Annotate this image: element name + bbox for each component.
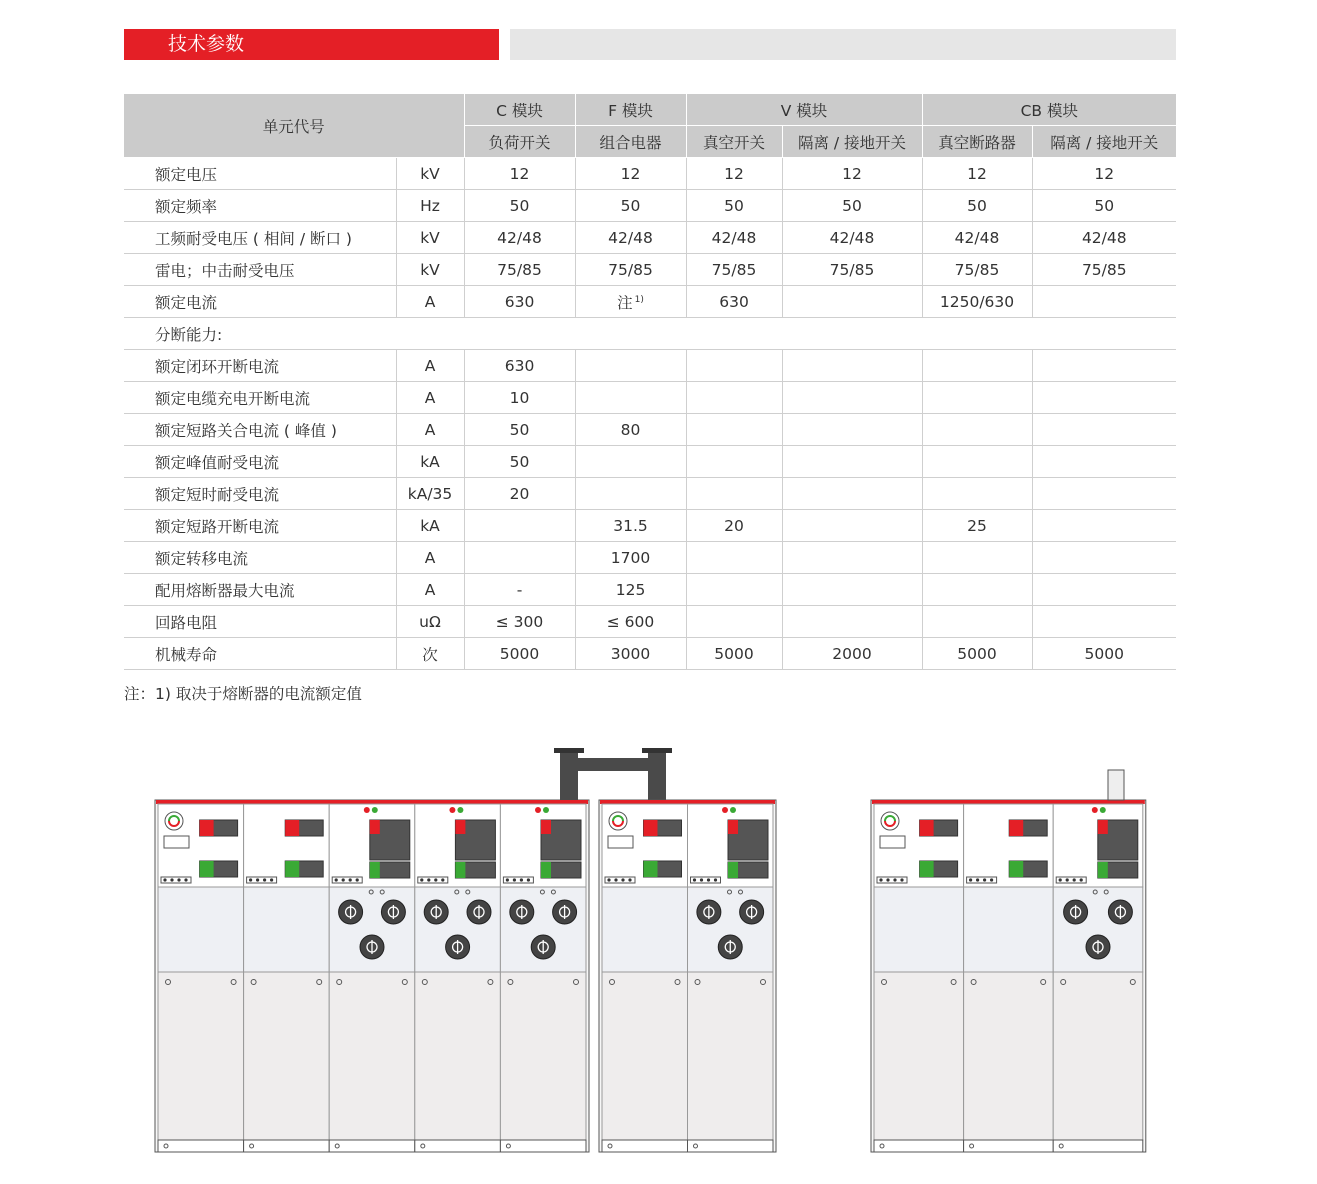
cell-value: 50 bbox=[620, 196, 641, 215]
header-subcolumn: 真空开关 bbox=[686, 126, 782, 158]
table-cell bbox=[922, 382, 1032, 414]
row-label: 机械寿命 bbox=[124, 638, 396, 670]
table-row bbox=[124, 446, 1176, 478]
cell-value: 50 bbox=[509, 196, 530, 215]
table-cell bbox=[686, 542, 782, 574]
cell-value: 75/85 bbox=[1081, 260, 1127, 279]
cell-value: 31.5 bbox=[613, 516, 648, 535]
row-unit: A bbox=[396, 382, 464, 414]
row-unit: A bbox=[396, 286, 464, 318]
table-cell bbox=[1032, 190, 1176, 222]
header-subcolumn: 隔离 / 接地开关 bbox=[782, 126, 922, 158]
top-red-strip bbox=[600, 800, 775, 804]
table-cell bbox=[575, 542, 686, 574]
table-cell bbox=[575, 350, 686, 382]
cell-value: 42/48 bbox=[1081, 228, 1127, 247]
cell-value: 42/48 bbox=[954, 228, 1000, 247]
cell-value: 5000 bbox=[499, 644, 540, 663]
table-cell bbox=[464, 446, 575, 478]
row-label: 雷电；中击耐受电压 bbox=[124, 254, 396, 286]
table-cell bbox=[575, 446, 686, 478]
table-cell bbox=[782, 478, 922, 510]
row-unit: kA bbox=[396, 446, 464, 478]
table-cell bbox=[1032, 158, 1176, 190]
cell-value: 630 bbox=[504, 356, 535, 375]
table-cell bbox=[782, 542, 922, 574]
cell-value: 20 bbox=[509, 484, 530, 503]
table-cell bbox=[686, 638, 782, 670]
table-row bbox=[124, 542, 1176, 574]
table-cell bbox=[686, 190, 782, 222]
table-cell bbox=[575, 606, 686, 638]
left-cabinet-group bbox=[155, 748, 672, 1152]
row-unit: 次 bbox=[396, 638, 464, 670]
table-cell bbox=[1032, 414, 1176, 446]
cell-value: 注 bbox=[617, 293, 633, 312]
table-cell bbox=[575, 414, 686, 446]
cell-value: 5000 bbox=[714, 644, 754, 663]
table-cell bbox=[575, 286, 686, 318]
cell-value: 75/85 bbox=[954, 260, 1000, 279]
cell-value: 1700 bbox=[610, 548, 651, 567]
table-cell bbox=[464, 190, 575, 222]
cell-value: 3000 bbox=[610, 644, 651, 663]
table-cell bbox=[575, 222, 686, 254]
row-unit: kV bbox=[396, 158, 464, 190]
table-cell bbox=[922, 414, 1032, 446]
table-row bbox=[124, 318, 1176, 350]
table-row bbox=[124, 638, 1176, 670]
header-group: F 模块 bbox=[575, 94, 686, 126]
header-group: CB 模块 bbox=[922, 94, 1176, 126]
table-cell bbox=[782, 446, 922, 478]
cell-value: 75/85 bbox=[497, 260, 542, 279]
table-cell bbox=[782, 286, 922, 318]
table-cell bbox=[782, 606, 922, 638]
cell-value: 42/48 bbox=[608, 228, 653, 247]
cell-value: 50 bbox=[967, 196, 987, 215]
table-cell bbox=[464, 222, 575, 254]
table-cell bbox=[464, 542, 575, 574]
row-unit: Hz bbox=[396, 190, 464, 222]
table-cell bbox=[782, 254, 922, 286]
table-row bbox=[124, 478, 1176, 510]
row-label: 额定短路关合电流 ( 峰值 ) bbox=[124, 414, 396, 446]
cell-value: 12 bbox=[620, 164, 641, 183]
table-cell bbox=[922, 638, 1032, 670]
row-label: 额定电缆充电开断电流 bbox=[124, 382, 396, 414]
footnote-mark: 1) bbox=[634, 294, 644, 305]
row-unit: kA/35 bbox=[396, 478, 464, 510]
right-cabinet-group bbox=[871, 770, 1146, 1152]
cell-value: 75/85 bbox=[711, 260, 757, 279]
table-cell bbox=[686, 222, 782, 254]
table-cell bbox=[782, 222, 922, 254]
table-cell bbox=[575, 510, 686, 542]
table-cell bbox=[922, 222, 1032, 254]
table-cell bbox=[922, 510, 1032, 542]
table-cell bbox=[782, 350, 922, 382]
middle-cabinet-group bbox=[599, 800, 776, 1152]
cell-value: 5000 bbox=[1084, 644, 1124, 663]
busbar-connector bbox=[554, 748, 672, 800]
bushing-icon bbox=[1108, 770, 1124, 800]
top-red-strip bbox=[872, 800, 1145, 804]
header-group: C 模块 bbox=[464, 94, 575, 126]
row-unit: A bbox=[396, 574, 464, 606]
gauge-icon bbox=[609, 812, 627, 830]
row-label: 额定电压 bbox=[124, 158, 396, 190]
table-cell bbox=[464, 158, 575, 190]
table-cell bbox=[575, 254, 686, 286]
cell-value: 50 bbox=[842, 196, 862, 215]
table-row bbox=[124, 286, 1176, 318]
row-label: 额定峰值耐受电流 bbox=[124, 446, 396, 478]
cell-value: 12 bbox=[842, 164, 862, 183]
table-cell bbox=[1032, 350, 1176, 382]
table-cell bbox=[782, 190, 922, 222]
row-label: 额定短路开断电流 bbox=[124, 510, 396, 542]
table-cell bbox=[464, 286, 575, 318]
table-cell bbox=[922, 446, 1032, 478]
row-label: 额定频率 bbox=[124, 190, 396, 222]
table-cell bbox=[1032, 510, 1176, 542]
table-cell bbox=[1032, 574, 1176, 606]
table-cell bbox=[575, 638, 686, 670]
table-cell bbox=[575, 382, 686, 414]
cell-value: 50 bbox=[509, 420, 530, 439]
header-subcolumn: 隔离 / 接地开关 bbox=[1032, 126, 1176, 158]
cell-value: ≤ 300 bbox=[495, 612, 544, 631]
section-title: 技术参数 bbox=[124, 29, 499, 60]
cell-value: 75/85 bbox=[829, 260, 875, 279]
table-cell bbox=[686, 478, 782, 510]
table-cell bbox=[922, 254, 1032, 286]
table-cell bbox=[782, 638, 922, 670]
table-cell bbox=[782, 382, 922, 414]
table-row bbox=[124, 158, 1176, 190]
header-subcolumn: 组合电器 bbox=[575, 126, 686, 158]
table-row bbox=[124, 254, 1176, 286]
table-row bbox=[124, 350, 1176, 382]
table-cell bbox=[686, 606, 782, 638]
table-row bbox=[124, 382, 1176, 414]
table-cell bbox=[922, 286, 1032, 318]
table-cell bbox=[1032, 606, 1176, 638]
cell-value: 630 bbox=[504, 292, 535, 311]
row-unit: A bbox=[396, 350, 464, 382]
table-cell bbox=[686, 350, 782, 382]
cell-value: 12 bbox=[509, 164, 530, 183]
table-cell bbox=[782, 158, 922, 190]
table-cell bbox=[575, 574, 686, 606]
row-label: 分断能力: bbox=[124, 318, 1176, 350]
table-cell bbox=[575, 478, 686, 510]
cell-value: 12 bbox=[1094, 164, 1115, 183]
table-cell bbox=[464, 606, 575, 638]
cell-value: 2000 bbox=[832, 644, 872, 663]
header-unit-code: 单元代号 bbox=[124, 94, 464, 158]
table-cell bbox=[686, 446, 782, 478]
table-cell bbox=[686, 414, 782, 446]
table-cell bbox=[575, 158, 686, 190]
table-cell bbox=[1032, 254, 1176, 286]
top-red-strip bbox=[156, 800, 588, 804]
table-cell bbox=[575, 190, 686, 222]
table-cell bbox=[464, 478, 575, 510]
row-label: 回路电阻 bbox=[124, 606, 396, 638]
table-cell bbox=[464, 638, 575, 670]
title-divider bbox=[510, 29, 1176, 60]
cell-value: 630 bbox=[719, 292, 749, 311]
table-cell bbox=[464, 254, 575, 286]
row-unit: kA bbox=[396, 510, 464, 542]
row-label: 工频耐受电压 ( 相间 / 断口 ) bbox=[124, 222, 396, 254]
table-cell bbox=[686, 254, 782, 286]
cell-value: 42/48 bbox=[711, 228, 757, 247]
row-label: 额定转移电流 bbox=[124, 542, 396, 574]
cell-value: 20 bbox=[724, 516, 744, 535]
table-cell bbox=[464, 574, 575, 606]
cell-value: 12 bbox=[967, 164, 987, 183]
table-row bbox=[124, 574, 1176, 606]
cell-value: 1250/630 bbox=[939, 292, 1015, 311]
table-cell bbox=[1032, 638, 1176, 670]
row-label: 额定电流 bbox=[124, 286, 396, 318]
header-subcolumn: 真空断路器 bbox=[922, 126, 1032, 158]
table-row bbox=[124, 190, 1176, 222]
row-unit: A bbox=[396, 414, 464, 446]
table-row bbox=[124, 606, 1176, 638]
cell-value: 50 bbox=[509, 452, 530, 471]
row-unit: uΩ bbox=[396, 606, 464, 638]
table-cell bbox=[464, 510, 575, 542]
table-cell bbox=[686, 382, 782, 414]
table-cell bbox=[464, 414, 575, 446]
row-label: 额定短时耐受电流 bbox=[124, 478, 396, 510]
table-cell bbox=[686, 158, 782, 190]
cell-value: 42/48 bbox=[497, 228, 542, 247]
table-cell bbox=[922, 478, 1032, 510]
table-cell bbox=[1032, 542, 1176, 574]
row-unit: kV bbox=[396, 254, 464, 286]
table-cell bbox=[782, 510, 922, 542]
table-cell bbox=[922, 542, 1032, 574]
row-label: 额定闭环开断电流 bbox=[124, 350, 396, 382]
cell-value: 80 bbox=[620, 420, 641, 439]
table-cell bbox=[922, 158, 1032, 190]
gauge-icon bbox=[165, 812, 183, 830]
table-cell bbox=[1032, 478, 1176, 510]
tech-params-table bbox=[124, 94, 1176, 670]
cell-value: 75/85 bbox=[608, 260, 653, 279]
table-row bbox=[124, 414, 1176, 446]
table-cell bbox=[782, 574, 922, 606]
cell-value: 10 bbox=[509, 388, 530, 407]
table-cell bbox=[922, 350, 1032, 382]
table-cell bbox=[922, 190, 1032, 222]
cell-value: 42/48 bbox=[829, 228, 875, 247]
table-cell bbox=[464, 382, 575, 414]
gauge-icon bbox=[881, 812, 899, 830]
cell-value: 50 bbox=[1094, 196, 1115, 215]
row-label: 配用熔断器最大电流 bbox=[124, 574, 396, 606]
table-cell bbox=[686, 510, 782, 542]
table-cell bbox=[922, 606, 1032, 638]
cell-value: ≤ 600 bbox=[606, 612, 655, 631]
row-unit: kV bbox=[396, 222, 464, 254]
table-row bbox=[124, 222, 1176, 254]
cell-value: - bbox=[516, 580, 523, 599]
cell-value: 5000 bbox=[957, 644, 997, 663]
cell-value: 25 bbox=[967, 516, 987, 535]
table-cell bbox=[1032, 222, 1176, 254]
switchgear-drawing bbox=[150, 740, 1150, 1160]
table-row bbox=[124, 510, 1176, 542]
table-cell bbox=[1032, 446, 1176, 478]
table-cell bbox=[686, 574, 782, 606]
table-cell bbox=[464, 350, 575, 382]
table-cell bbox=[1032, 286, 1176, 318]
table-cell bbox=[922, 574, 1032, 606]
header-subcolumn: 负荷开关 bbox=[464, 126, 575, 158]
cell-value: 125 bbox=[615, 580, 646, 599]
cell-value: 12 bbox=[724, 164, 744, 183]
table-cell bbox=[782, 414, 922, 446]
row-unit: A bbox=[396, 542, 464, 574]
header-group: V 模块 bbox=[686, 94, 922, 126]
table-cell bbox=[686, 286, 782, 318]
footnote: 注：1) 取决于熔断器的电流额定值 bbox=[124, 685, 362, 703]
table-cell bbox=[1032, 382, 1176, 414]
cell-value: 50 bbox=[724, 196, 744, 215]
